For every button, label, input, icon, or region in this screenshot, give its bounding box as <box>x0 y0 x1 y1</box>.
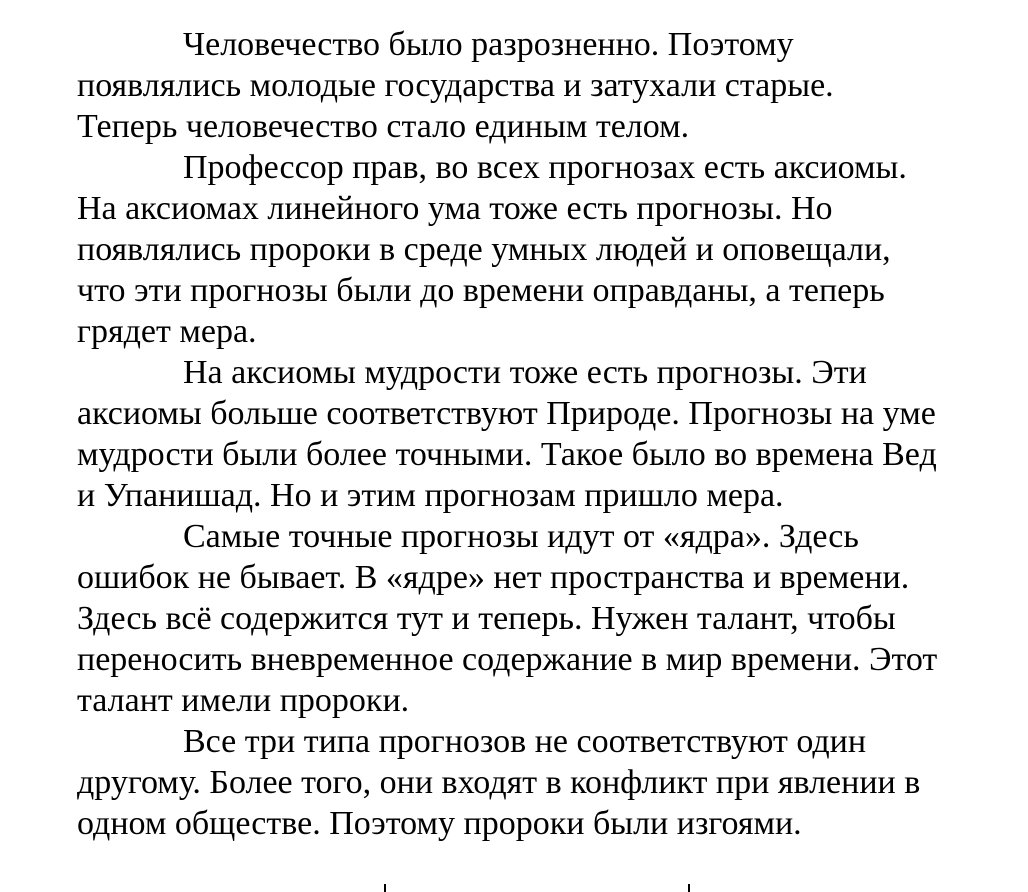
text-line: Самые точные прогнозы идут от «ядра». Здесь <box>183 518 859 555</box>
text-line: Теперь человечество стало единым телом. <box>77 108 690 145</box>
text-line: мудрости были более точными. Такое было во времена Вед <box>77 436 937 473</box>
text-line: другому. Более того, они входят в конфликт при явлении в <box>77 764 921 801</box>
text-line: грядет мера. <box>77 313 257 350</box>
paragraph-5 <box>77 721 987 844</box>
text-line: На аксиомы мудрости тоже есть прогнозы. Эти <box>183 354 867 391</box>
text-line: ошибок не бывает. В «ядре» нет пространства и времени. <box>77 559 910 596</box>
text-line: Человечество было разрозненно. Поэтому <box>183 26 794 63</box>
paragraph-3 <box>77 352 987 516</box>
text-line: что эти прогнозы были до времени оправданы, а теперь <box>77 272 885 309</box>
cropped-glyph-mark <box>688 884 690 892</box>
text-line: одном обществе. Поэтому пророки были изгоями. <box>77 805 802 842</box>
text-line: и Упанишад. Но и этим прогнозам пришло мера. <box>77 477 784 514</box>
text-line: появлялись молодые государства и затухали старые. <box>77 67 834 104</box>
text-line: талант имели пророки. <box>77 682 410 719</box>
text-line: Здесь всё содержится тут и теперь. Нужен талант, чтобы <box>77 600 896 637</box>
text-line: Профессор прав, во всех прогнозах есть аксиомы. <box>183 149 907 186</box>
cropped-glyph-mark <box>384 884 386 892</box>
document-body <box>77 24 987 844</box>
text-line: На аксиомах линейного ума тоже есть прогнозы. Но <box>77 190 833 227</box>
paragraph-1 <box>77 24 987 147</box>
paragraph-2 <box>77 147 987 352</box>
paragraph-4 <box>77 516 987 721</box>
text-line: Все три типа прогнозов не соответствуют один <box>183 723 867 760</box>
text-line: появлялись пророки в среде умных людей и оповещали, <box>77 231 891 268</box>
text-line: аксиомы больше соответствуют Природе. Прогнозы на уме <box>77 395 936 432</box>
text-line: переносить вневременное содержание в мир времени. Этот <box>77 641 938 678</box>
